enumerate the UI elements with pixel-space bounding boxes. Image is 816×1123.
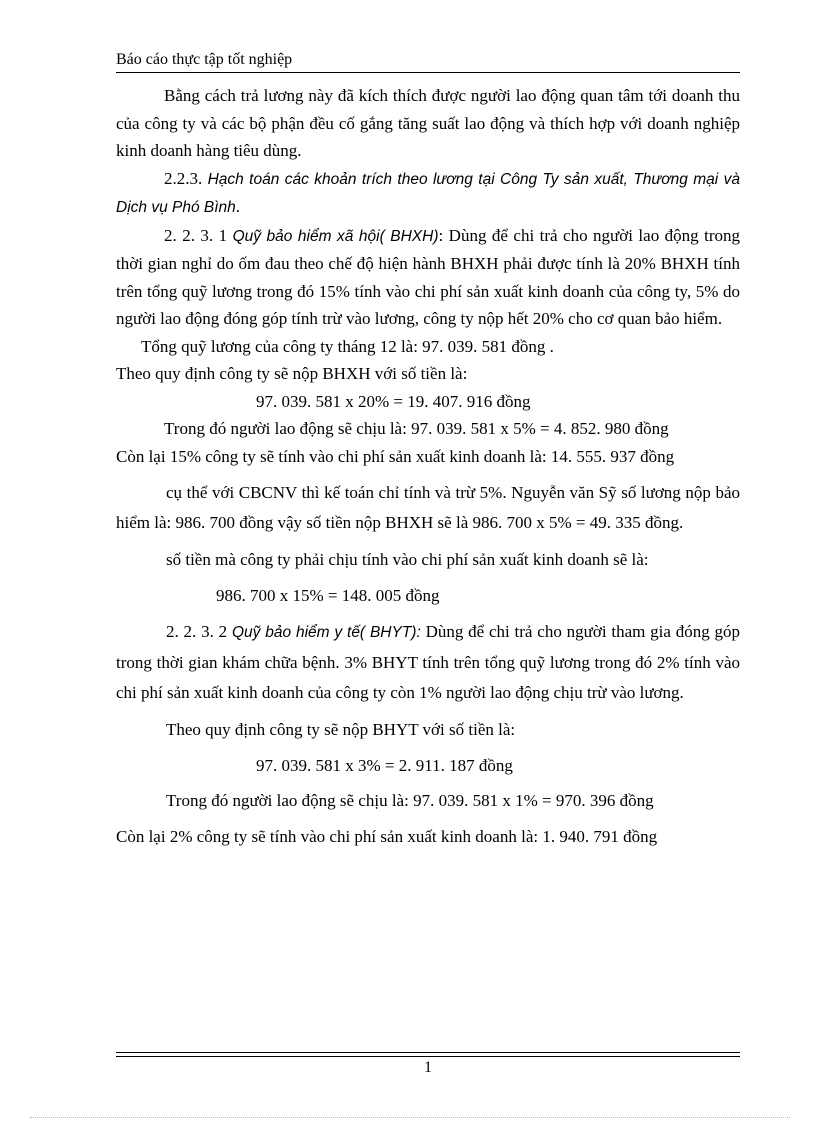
footer-rule-thick <box>116 1052 740 1053</box>
section-title: Hạch toán các khoản trích theo lương tại Công Ty sản xuất, Thương mại và Dịch vụ Phó Bình <box>116 170 741 216</box>
subsection-number: 2. 2. 3. 2 <box>166 622 232 641</box>
page-header <box>116 50 740 73</box>
subsection-number: 2. 2. 3. 1 <box>164 225 233 245</box>
paragraph-intro: Bằng cách trả lương này đã kích thích được người lao động quan tâm tới doanh thu của công ty và các bộ phận đều cố gắng tăng suất lao động và thích hợp với doanh nghiệp kinh doanh hàng tiêu dùng. <box>116 86 740 160</box>
section-title-end: . <box>235 197 241 216</box>
line-total-salary: Tổng quỹ lương của công ty tháng 12 là: 97. 039. 581 đồng . <box>141 336 554 356</box>
paragraph-bhyt <box>116 617 740 708</box>
line-bhxh-worker: Trong đó người lao động sẽ chịu là: 97. 039. 581 x 5% = 4. 852. 980 đồng <box>164 419 669 438</box>
line-company-cost: số tiền mà công ty phải chịu tính vào chi phí sản xuất kinh doanh sẽ là: <box>166 550 649 569</box>
formula-bhyt: 97. 039. 581 x 3% = 2. 911. 187 đồng <box>256 755 513 775</box>
page-number: 1 <box>424 1059 432 1076</box>
page-edge-divider <box>30 1117 790 1118</box>
line-bhxh-rest: Còn lại 15% công ty sẽ tính vào chi phí sản xuất kinh doanh là: 14. 555. 937 đồng <box>116 446 675 466</box>
line-bhxh-rule: Theo quy định công ty sẽ nộp BHXH với số tiền là: <box>116 364 468 383</box>
line-bhyt-rule: Theo quy định công ty sẽ nộp BHYT với số tiền là: <box>166 720 516 739</box>
line-bhyt-rest: Còn lại 2% công ty sẽ tính vào chi phí sản xuất kinh doanh là: 1. 940. 791 đồng <box>116 826 658 846</box>
formula-company-cost: 986. 700 x 15% = 148. 005 đồng <box>216 585 440 605</box>
paragraph-bhxh <box>116 222 740 333</box>
footer-rule-thin <box>116 1056 740 1057</box>
subsection-title: Quỹ bảo hiểm xã hội( BHXH) <box>232 227 439 245</box>
section-heading-2-2-3 <box>116 165 740 222</box>
subsection-text: Dùng để chi trả cho người tham gia đóng góp trong thời gian khám chữa bệnh. 3% BHYT tính trên tổng quỹ lương trong đó 2% tính vào chi phí sản xuất kinh doanh của công ty còn 1% người lao động chịu trừ vào lương. <box>116 622 741 702</box>
header-title: Báo cáo thực tập tốt nghiệp <box>116 51 293 68</box>
line-bhyt-worker: Trong đó người lao động sẽ chịu là: 97. 039. 581 x 1% = 970. 396 đồng <box>166 791 654 810</box>
subsection-text: : Dùng để chi trả cho người lao động trong thời gian nghỉ do ốm đau theo chế độ hiện hành BHXH phải được tính là 20% BHXH tính trên tổng quỹ lương trong đó 15% tính vào chi phí sản xuất kinh doanh của công ty, 5% do người lao động đóng góp tính trừ vào lương, công ty nộp hết 20% cho cơ quan bảo hiểm. <box>116 225 741 328</box>
paragraph-cbcnv: cụ thể với CBCNV thì kế toán chỉ tính và trừ 5%. Nguyễn văn Sỹ số lương nộp bảo hiểm là: 986. 700 đồng vậy số tiền nộp BHXH sẽ là 986. 700 x 5% = 49. 335 đồng. <box>116 483 740 532</box>
section-number: 2.2.3. <box>164 168 208 188</box>
document-body <box>116 82 740 850</box>
subsection-title: Quỹ bảo hiểm y tế( BHYT): <box>231 624 421 641</box>
formula-bhxh: 97. 039. 581 x 20% = 19. 407. 916 đồng <box>256 391 531 411</box>
